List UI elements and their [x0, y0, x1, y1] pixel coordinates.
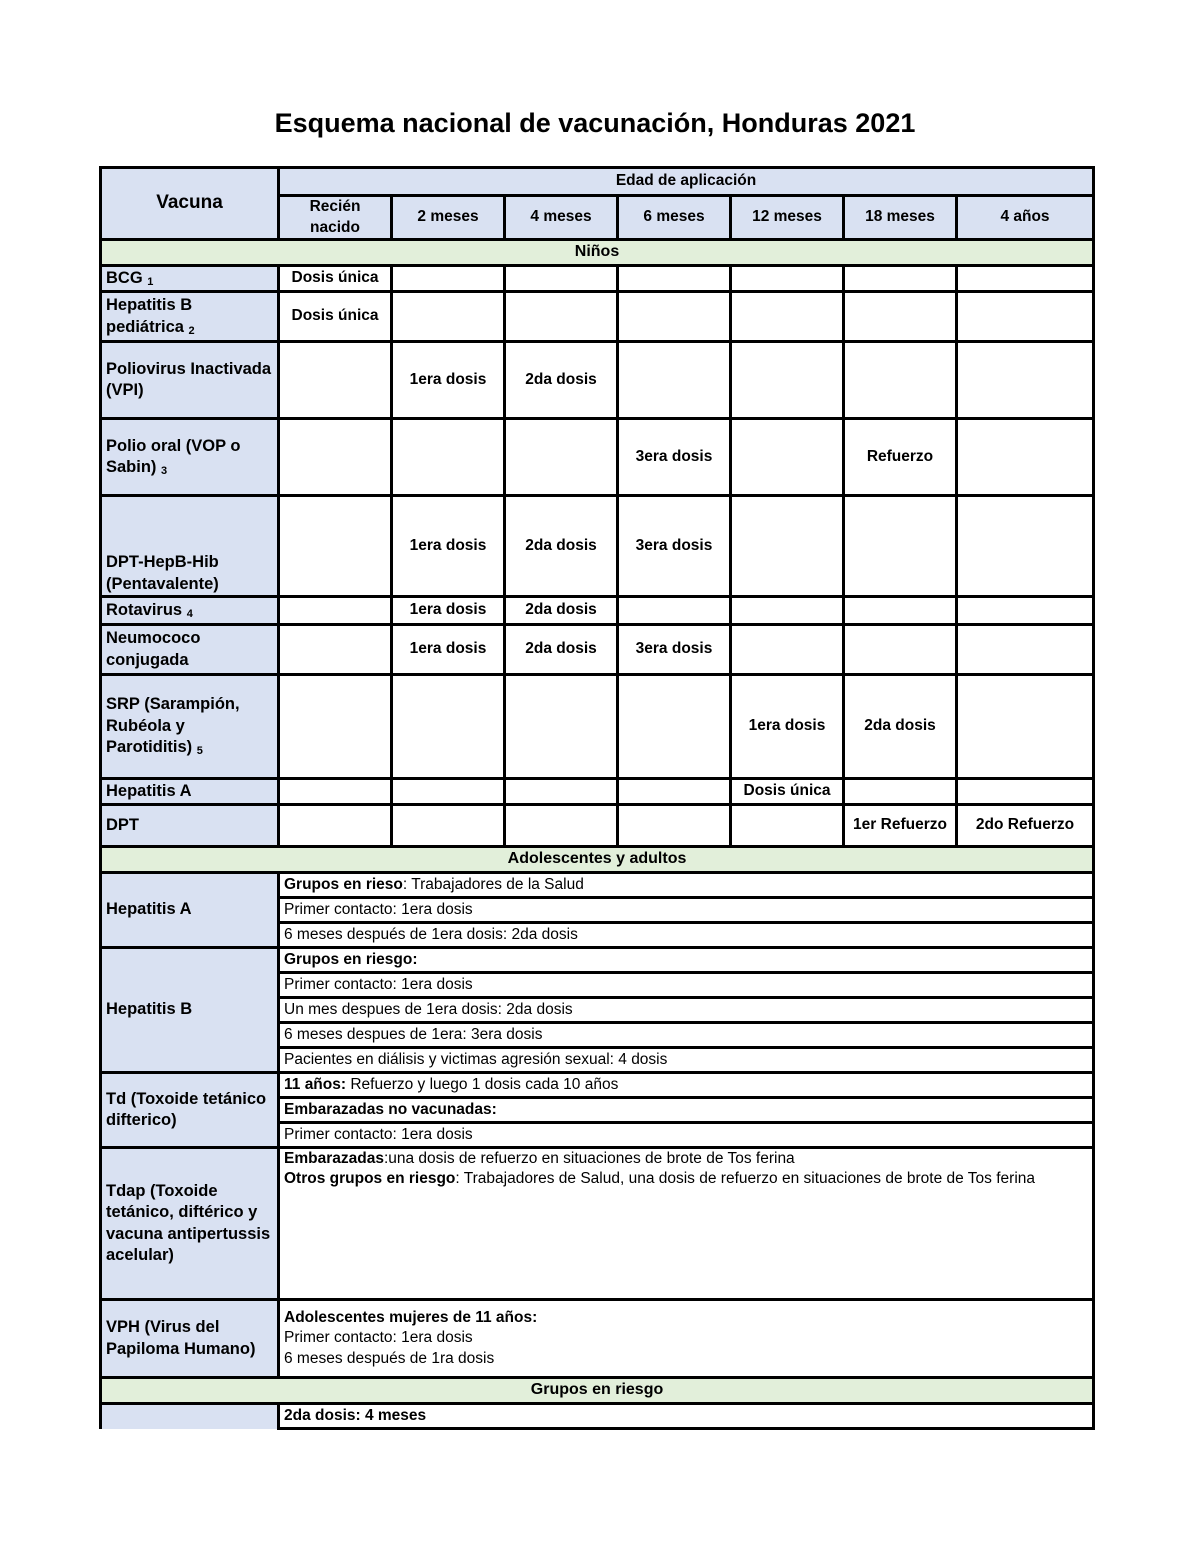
dose-cell: [731, 597, 844, 625]
dose-cell: [731, 266, 844, 292]
vaccine-name-cell: [101, 292, 279, 342]
dose-cell: [279, 496, 392, 597]
dose-cell: [392, 266, 505, 292]
vaccine-row: [101, 292, 1094, 342]
age-header: Recién nacido: [279, 196, 392, 240]
dose-description: [279, 1404, 1094, 1429]
dose-line: [284, 1349, 1088, 1369]
dose-description: [279, 1048, 1094, 1073]
dose-cell: [844, 292, 957, 342]
vaccine-row: [101, 948, 1094, 973]
footnote-marker: 4: [186, 607, 193, 620]
dose-cell: [279, 625, 392, 675]
vaccine-name: Polio oral (VOP o Sabin): [106, 436, 241, 476]
dose-cell: [392, 597, 505, 625]
dose-cell: [279, 779, 392, 805]
dose-cell: [957, 805, 1094, 847]
dose-cell: [618, 342, 731, 419]
vaccine-name-cell: [101, 266, 279, 292]
vaccine-row: [101, 1300, 1094, 1378]
dose-cell: [844, 266, 957, 292]
dose-value: 1era dosis: [748, 717, 826, 735]
dose-cell: [844, 342, 957, 419]
dose-cell: [618, 779, 731, 805]
dose-cell: [505, 805, 618, 847]
dose-cell: [505, 496, 618, 597]
age-header: 4 meses: [505, 196, 618, 240]
vaccine-row: [101, 496, 1094, 597]
dose-text: : Trabajadores de Salud, una dosis de refuerzo en situaciones de brote de Tos ferina: [455, 1170, 1036, 1188]
dose-cell: [844, 805, 957, 847]
vaccine-name-cell: [101, 779, 279, 805]
dose-label: Grupos en riesgo:: [284, 950, 418, 968]
dose-cell: [279, 266, 392, 292]
dose-cell: [957, 779, 1094, 805]
vaccine-row: [101, 805, 1094, 847]
vaccine-row: [101, 873, 1094, 898]
vaccine-name: BCG: [106, 268, 143, 287]
section-header-children: Niños: [101, 240, 1094, 266]
dose-value: 1era dosis: [409, 640, 487, 658]
age-header: 2 meses: [392, 196, 505, 240]
vaccine-name: Hepatitis B pediátrica: [106, 296, 193, 336]
vaccine-name-cell: [101, 1300, 279, 1378]
dose-description: [279, 873, 1094, 898]
dose-cell: [392, 625, 505, 675]
dose-cell: [957, 597, 1094, 625]
dose-cell: [618, 266, 731, 292]
dose-description: [279, 998, 1094, 1023]
vaccine-name: DPT: [106, 815, 139, 834]
dose-cell: [505, 625, 618, 675]
dose-cell: [279, 597, 392, 625]
dose-text: Primer contacto: 1era dosis: [284, 975, 473, 993]
vaccine-name: Rotavirus: [106, 600, 183, 619]
dose-value: 1era dosis: [409, 601, 487, 619]
dose-value: 1era dosis: [409, 536, 487, 554]
dose-description: [279, 1098, 1094, 1123]
vaccine-row: [101, 625, 1094, 675]
dose-cell: [618, 597, 731, 625]
dose-text: Primer contacto: 1era dosis: [284, 1125, 473, 1143]
dose-line: [284, 1308, 1088, 1328]
vaccine-name-cell: [101, 342, 279, 419]
dose-label: 11 años:: [284, 1075, 347, 1093]
vaccine-row: [101, 1404, 1094, 1429]
dose-cell: [731, 779, 844, 805]
vaccine-name-cell: [101, 1073, 279, 1148]
age-header: 6 meses: [618, 196, 731, 240]
vaccine-name: DPT-HepB-Hib (Pentavalente): [106, 553, 219, 593]
vaccine-row: [101, 779, 1094, 805]
vaccine-name: Td (Toxoide tetánico difterico): [106, 1089, 267, 1129]
dose-description: [279, 948, 1094, 973]
dose-value: 2do Refuerzo: [975, 816, 1075, 834]
dose-cell: [392, 342, 505, 419]
dose-label: Embarazadas no vacunadas:: [284, 1100, 497, 1118]
dose-cell: [505, 779, 618, 805]
footnote-marker: 2: [188, 324, 195, 337]
dose-cell: [618, 675, 731, 779]
dose-cell: [505, 675, 618, 779]
dose-cell: [731, 292, 844, 342]
dose-cell: [957, 496, 1094, 597]
vaccine-row: [101, 675, 1094, 779]
vaccine-name-cell: [101, 496, 279, 597]
dose-value: Dosis única: [291, 307, 379, 325]
vaccination-table: [99, 166, 1095, 1430]
dose-value: 1er Refuerzo: [853, 816, 947, 834]
dose-value: 1era dosis: [409, 370, 487, 388]
dose-cell: [279, 419, 392, 496]
dose-line: [284, 1149, 1088, 1169]
dose-cell: [279, 342, 392, 419]
dose-value: 2da dosis: [525, 536, 597, 554]
dose-description: [279, 1300, 1094, 1378]
footnote-marker: 5: [196, 745, 203, 758]
dose-text: 6 meses despues de 1era: 3era dosis: [284, 1025, 543, 1043]
dose-cell: [731, 675, 844, 779]
dose-text: : Trabajadores de la Salud: [402, 875, 584, 893]
dose-cell: [505, 342, 618, 419]
vaccine-name: Poliovirus Inactivada (VPI): [106, 359, 272, 399]
dose-cell: [618, 625, 731, 675]
dose-cell: [731, 805, 844, 847]
vaccine-name-cell: [101, 948, 279, 1073]
page-title: Esquema nacional de vacunación, Honduras 2021: [274, 108, 916, 138]
dose-description: [279, 973, 1094, 998]
dose-text: Refuerzo y luego 1 dosis cada 10 años: [346, 1075, 619, 1093]
dose-value: 2da dosis: [525, 601, 597, 619]
dose-value: 2da dosis: [864, 717, 936, 735]
dose-cell: [505, 419, 618, 496]
dose-cell: [505, 292, 618, 342]
dose-cell: [392, 496, 505, 597]
age-header: 4 años: [957, 196, 1094, 240]
dose-cell: [844, 496, 957, 597]
age-header: 12 meses: [731, 196, 844, 240]
footnote-marker: 1: [147, 275, 154, 288]
vaccine-name-cell: [101, 1148, 279, 1300]
dose-label: Otros grupos en riesgo: [284, 1170, 456, 1188]
dose-cell: [957, 266, 1094, 292]
dose-cell: [957, 419, 1094, 496]
vaccine-name-cell: [101, 419, 279, 496]
dose-cell: [392, 419, 505, 496]
dose-text: 6 meses después de 1ra dosis: [284, 1349, 495, 1367]
dose-text: :una dosis de refuerzo en situaciones de brote de Tos ferina: [383, 1150, 795, 1167]
dose-cell: [279, 805, 392, 847]
dose-cell: [844, 419, 957, 496]
vaccine-name-cell: [101, 597, 279, 625]
vaccine-name-cell: [101, 805, 279, 847]
dose-text: Primer contacto: 1era dosis: [284, 1329, 473, 1347]
dose-cell: [505, 266, 618, 292]
vaccine-name: SRP (Sarampión, Rubéola y Parotiditis): [106, 695, 240, 757]
dose-value: Dosis única: [743, 782, 831, 800]
vaccine-name-cell: [101, 873, 279, 948]
dose-cell: [618, 419, 731, 496]
dose-label: Grupos en rieso: [284, 875, 403, 893]
dose-description: [279, 1148, 1094, 1300]
dose-cell: [392, 779, 505, 805]
dose-value: 3era dosis: [635, 536, 713, 554]
vaccine-row: [101, 597, 1094, 625]
dose-cell: [957, 292, 1094, 342]
dose-line: [284, 1169, 1088, 1189]
dose-cell: [731, 419, 844, 496]
age-header: 18 meses: [844, 196, 957, 240]
dose-label: Adolescentes mujeres de 11 años:: [284, 1309, 538, 1327]
vaccine-name: VPH (Virus del Papiloma Humano): [106, 1318, 256, 1358]
vaccine-column-header: Vacuna: [101, 168, 279, 240]
dose-cell: [505, 597, 618, 625]
dose-cell: [618, 805, 731, 847]
dose-cell: [957, 625, 1094, 675]
dose-description: [279, 1023, 1094, 1048]
dose-cell: [279, 675, 392, 779]
dose-value: 3era dosis: [635, 640, 713, 658]
vaccine-row: [101, 1148, 1094, 1300]
vaccine-name-cell: [101, 675, 279, 779]
footnote-marker: 3: [161, 465, 168, 477]
dose-cell: [618, 292, 731, 342]
dose-cell: [844, 625, 957, 675]
dose-description: [279, 1073, 1094, 1098]
dose-label: Embarazadas: [284, 1150, 384, 1167]
dose-description: [279, 898, 1094, 923]
dose-cell: [957, 675, 1094, 779]
vaccine-name: Hepatitis B: [106, 1000, 193, 1019]
dose-line: [284, 1328, 1088, 1348]
dose-cell: [844, 597, 957, 625]
dose-cell: [844, 675, 957, 779]
vaccine-name-cell: [101, 1404, 279, 1429]
vaccine-name: Hepatitis A: [106, 900, 192, 919]
dose-cell: [731, 496, 844, 597]
vaccine-row: [101, 419, 1094, 496]
dose-text: Pacientes en diálisis y victimas agresión sexual: 4 dosis: [284, 1050, 668, 1068]
vaccine-name: Hepatitis A: [106, 781, 192, 800]
dose-cell: [279, 292, 392, 342]
section-header-risk: Grupos en riesgo: [101, 1378, 1094, 1404]
vaccine-row: [101, 1073, 1094, 1098]
vaccine-row: [101, 266, 1094, 292]
dose-value: Refuerzo: [866, 447, 934, 465]
section-header-adults: Adolescentes y adultos: [101, 847, 1094, 873]
dose-cell: [844, 779, 957, 805]
dose-cell: [731, 625, 844, 675]
age-group-header: Edad de aplicación: [279, 168, 1094, 196]
dose-text: 2da dosis: 4 meses: [284, 1406, 427, 1424]
dose-text: Un mes despues de 1era dosis: 2da dosis: [284, 1000, 573, 1018]
dose-cell: [392, 675, 505, 779]
dose-value: 3era dosis: [635, 447, 713, 465]
dose-description: [279, 1123, 1094, 1148]
dose-cell: [957, 342, 1094, 419]
dose-cell: [392, 292, 505, 342]
dose-value: 2da dosis: [525, 640, 597, 658]
dose-cell: [392, 805, 505, 847]
vaccine-row: [101, 342, 1094, 419]
dose-text: 6 meses después de 1era dosis: 2da dosis: [284, 925, 578, 943]
vaccine-name-cell: [101, 625, 279, 675]
dose-description: [279, 923, 1094, 948]
dose-value: 2da dosis: [525, 370, 597, 388]
dose-value: Dosis única: [291, 269, 379, 287]
dose-cell: [618, 496, 731, 597]
vaccine-name: Neumococo conjugada: [106, 629, 201, 669]
dose-text: Primer contacto: 1era dosis: [284, 900, 473, 918]
vaccine-name: Tdap (Toxoide tetánico, diftérico y vacuna antipertussis acelular): [106, 1181, 271, 1264]
dose-cell: [731, 342, 844, 419]
